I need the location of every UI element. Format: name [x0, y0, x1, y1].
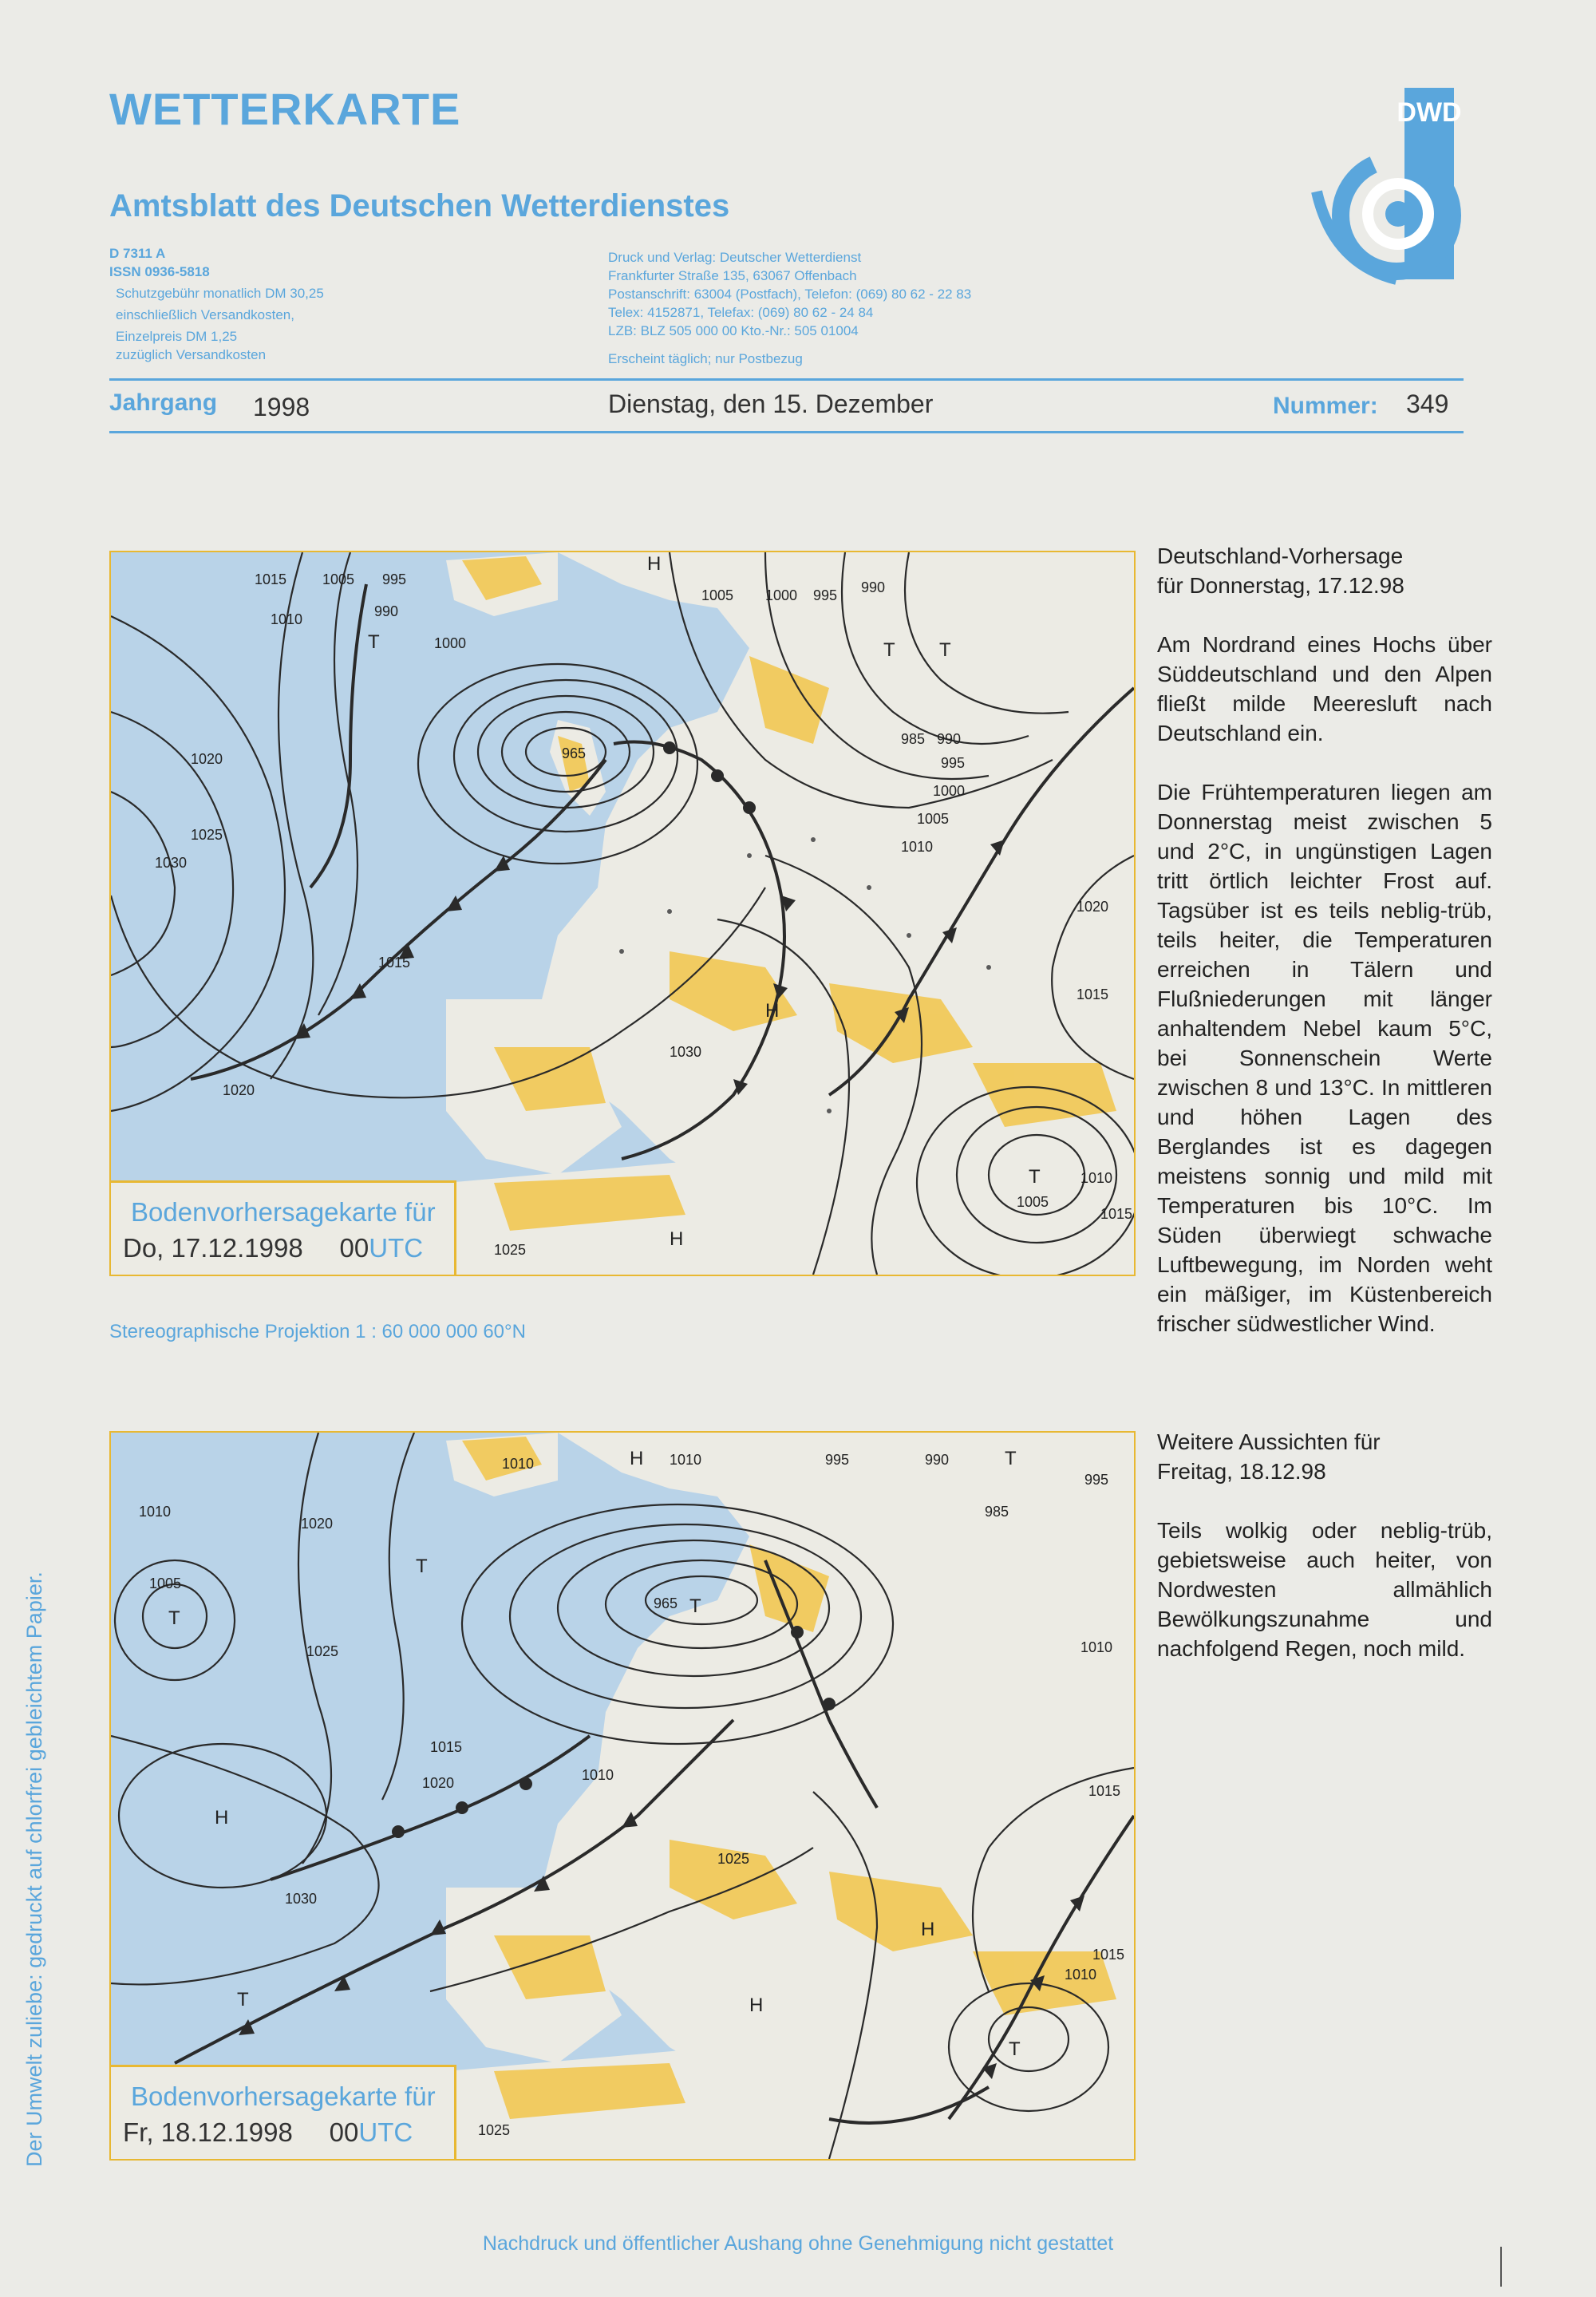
isobar-label: 1000	[933, 783, 966, 799]
isobar-label: 1015	[1088, 1783, 1121, 1799]
pressure-center: H	[921, 1919, 935, 1940]
info-line: D 7311 A	[109, 246, 166, 261]
isobar-label: 1030	[670, 1044, 702, 1060]
isobar-label: 1025	[494, 1242, 527, 1258]
pressure-center: H	[765, 1000, 780, 1022]
caption-utc: UTC	[358, 2117, 413, 2147]
pressure-center: H	[647, 553, 662, 575]
info-line: Schutzgebühr monatlich DM 30,25	[116, 286, 324, 301]
isobar-label: 1000	[765, 587, 798, 603]
footer-note: Nachdruck und öffentlicher Aushang ohne Genehmigung nicht gestattet	[482, 2232, 1114, 2255]
pressure-center: T	[168, 1607, 180, 1629]
caption-date: Do, 17.12.1998	[123, 1233, 303, 1263]
forecast-text	[1157, 541, 1492, 1368]
isobar-label: 1015	[1092, 1947, 1125, 1963]
jahrgang-value: 1998	[253, 393, 310, 421]
caption-time: 00	[339, 1233, 369, 1263]
map-caption	[111, 2065, 456, 2159]
map-caption	[111, 1180, 456, 1275]
info-line: Telex: 4152871, Telefax: (069) 80 62 - 24 84	[608, 305, 874, 320]
side-note-text: Der Umwelt zuliebe: gedruckt auf chlorfrei gebleichtem Papier.	[22, 1572, 46, 2167]
publisher-info	[608, 248, 1119, 368]
info-line: Erscheint täglich; nur Postbezug	[608, 351, 803, 366]
isobar-label: 1005	[701, 587, 734, 603]
isobar-label: 1010	[1065, 1967, 1097, 1983]
info-line: einschließlich Versandkosten,	[116, 307, 294, 322]
isobar-label: 1010	[502, 1456, 535, 1472]
isobar-label: 1005	[1017, 1194, 1049, 1210]
info-line: Frankfurter Straße 135, 63067 Offenbach	[608, 268, 857, 283]
publication-info	[109, 244, 429, 364]
isobar-label: 1005	[149, 1575, 182, 1591]
info-line: zuzüglich Versandkosten	[116, 347, 267, 362]
caption-title: Bodenvorhersagekarte für	[131, 1197, 436, 1227]
caption-title: Bodenvorhersagekarte für	[131, 2082, 436, 2111]
isobar-label: 985	[985, 1504, 1009, 1520]
isobar-label: 1015	[430, 1739, 463, 1755]
outlook-heading-line2: Freitag, 18.12.98	[1157, 1459, 1326, 1484]
header-rule-top	[109, 378, 1464, 381]
forecast-heading-line1: Deutschland-Vorhersage	[1157, 544, 1404, 568]
isobar-label: 1030	[285, 1891, 318, 1907]
isobar-label: 995	[941, 755, 966, 771]
projection-note: Stereographische Projektion 1 : 60 000 000 60°N	[109, 1321, 526, 1342]
pressure-center: T	[368, 631, 380, 653]
forecast-heading	[1157, 541, 1492, 600]
info-line: Einzelpreis DM 1,25	[116, 329, 238, 344]
caption-time: 00	[329, 2117, 359, 2147]
nummer-value: 349	[1406, 389, 1449, 418]
isobar-label: 995	[825, 1452, 850, 1468]
isobar-label: 1010	[1080, 1639, 1113, 1655]
pressure-center: H	[749, 1995, 764, 2016]
outlook-text	[1157, 1427, 1492, 1693]
pressure-center: T	[883, 639, 895, 661]
corner-mark	[1500, 2247, 1502, 2287]
weather-chart-2	[111, 1433, 1134, 2159]
forecast-paragraph: Die Frühtemperaturen liegen am Donnerstag meist zwischen 5 und 2°C, in ungünstigen Lagen tritt örtlich leichter Frost auf. Tagsüber ist es teils neblig-trüb, teils heiter, die Temperaturen erreichen in Tälern und Flußniederungen mit länger anhaltendem Nebel kaum 5°C, bei Sonnenschein Werte zwischen 8 und 13°C. In mittleren und höhen Lagen des Berglandes ist es dagegen meistens sonnig und mild mit Temperaturen bis 10°C. Im Süden überwiegt schwache Luftbewegung, im Norden weht ein mäßiger, im Küstenbereich frischer südwestlicher Wind.	[1157, 780, 1492, 1336]
outlook-paragraph: Teils wolkig oder neblig-trüb, gebietsweise auch heiter, von Nordwesten allmählich Bewölkungszunahme und nachfolgend Regen, noch mild.	[1157, 1518, 1492, 1661]
isobar-label: 1025	[478, 2122, 511, 2138]
isobar-label: 990	[374, 603, 399, 619]
isobar-label: 1005	[322, 571, 355, 587]
isobar-label: 965	[562, 745, 587, 761]
isobar-label: 1020	[223, 1082, 255, 1098]
isobar-label: 990	[861, 579, 886, 595]
isobar-label: 995	[1084, 1472, 1109, 1488]
nummer-label: Nummer:	[1273, 393, 1378, 419]
outlook-heading	[1157, 1427, 1492, 1486]
pressure-center: H	[630, 1448, 644, 1469]
isobar-label: 995	[813, 587, 838, 603]
isobar-label: 1020	[1077, 899, 1109, 915]
isobar-label: 995	[382, 571, 407, 587]
isobar-label: 1030	[155, 855, 188, 871]
isobar-label: 1015	[255, 571, 287, 587]
land-europe	[542, 552, 1134, 1275]
forecast-map-friday	[109, 1431, 1136, 2161]
jahrgang-label: Jahrgang	[109, 389, 218, 416]
isobar-label: 990	[925, 1452, 950, 1468]
pressure-center: T	[939, 639, 951, 661]
caption-datetime	[123, 1233, 423, 1263]
issue-date: Dienstag, den 15. Dezember	[608, 389, 934, 418]
isobar-label: 1010	[271, 611, 303, 627]
pressure-center: T	[416, 1556, 428, 1577]
caption-date: Fr, 18.12.1998	[123, 2117, 293, 2147]
logo-text: DWD	[1396, 97, 1462, 128]
outlook-heading-line1: Weitere Aussichten für	[1157, 1429, 1381, 1454]
isobar-label: 1015	[1100, 1206, 1133, 1222]
isobar-label: 1015	[1077, 986, 1109, 1002]
land-europe	[542, 1433, 1134, 2159]
isobar-label: 1020	[191, 751, 223, 767]
isobar-label: 1010	[139, 1504, 172, 1520]
isobar-label: 1020	[301, 1516, 334, 1532]
forecast-heading-line2: für Donnerstag, 17.12.98	[1157, 573, 1404, 598]
isobar-label: 1010	[582, 1767, 614, 1783]
isobar-label: 1025	[717, 1851, 750, 1867]
isobar-label: 985	[901, 731, 926, 747]
forecast-paragraph: Am Nordrand eines Hochs über Süddeutschland und den Alpen fließt milde Meeresluft nach Deutschland ein.	[1157, 632, 1492, 745]
info-line: LZB: BLZ 505 000 00 Kto.-Nr.: 505 01004	[608, 323, 859, 338]
issue-line	[109, 389, 1464, 431]
pressure-center: T	[237, 1989, 249, 2010]
isobar-label: 1020	[422, 1775, 455, 1791]
pressure-center: H	[215, 1807, 229, 1829]
info-line: ISSN 0936-5818	[109, 264, 210, 279]
page-title: WETTERKARTE	[109, 84, 461, 134]
isobar-label: 1025	[306, 1643, 339, 1659]
isobar-label: 1015	[378, 955, 411, 971]
weather-chart-1	[111, 552, 1134, 1275]
dwd-logo	[1301, 88, 1476, 287]
pressure-center: T	[1005, 1448, 1017, 1469]
forecast-map-thursday	[109, 551, 1136, 1276]
info-line: Postanschrift: 63004 (Postfach), Telefon: (069) 80 62 - 22 83	[608, 287, 972, 302]
isobar-label: 1010	[670, 1452, 702, 1468]
pressure-center: T	[1029, 1166, 1041, 1188]
isobar-label: 990	[937, 731, 962, 747]
pressure-center: T	[689, 1595, 701, 1617]
isobar-label: 1025	[191, 827, 223, 843]
isobar-label: 1010	[901, 839, 934, 855]
isobar-label: 1000	[434, 635, 467, 651]
pressure-center: H	[670, 1228, 684, 1250]
isobar-label: 965	[654, 1595, 678, 1611]
caption-utc: UTC	[369, 1233, 424, 1263]
isobar-label: 1005	[917, 811, 950, 827]
header-rule-bottom	[109, 431, 1464, 433]
caption-datetime	[123, 2117, 413, 2148]
info-line: Druck und Verlag: Deutscher Wetterdienst	[608, 250, 862, 265]
pressure-center: T	[1009, 2038, 1021, 2060]
isobar-label: 1010	[1080, 1170, 1113, 1186]
page-subtitle: Amtsblatt des Deutschen Wetterdienstes	[109, 188, 730, 223]
